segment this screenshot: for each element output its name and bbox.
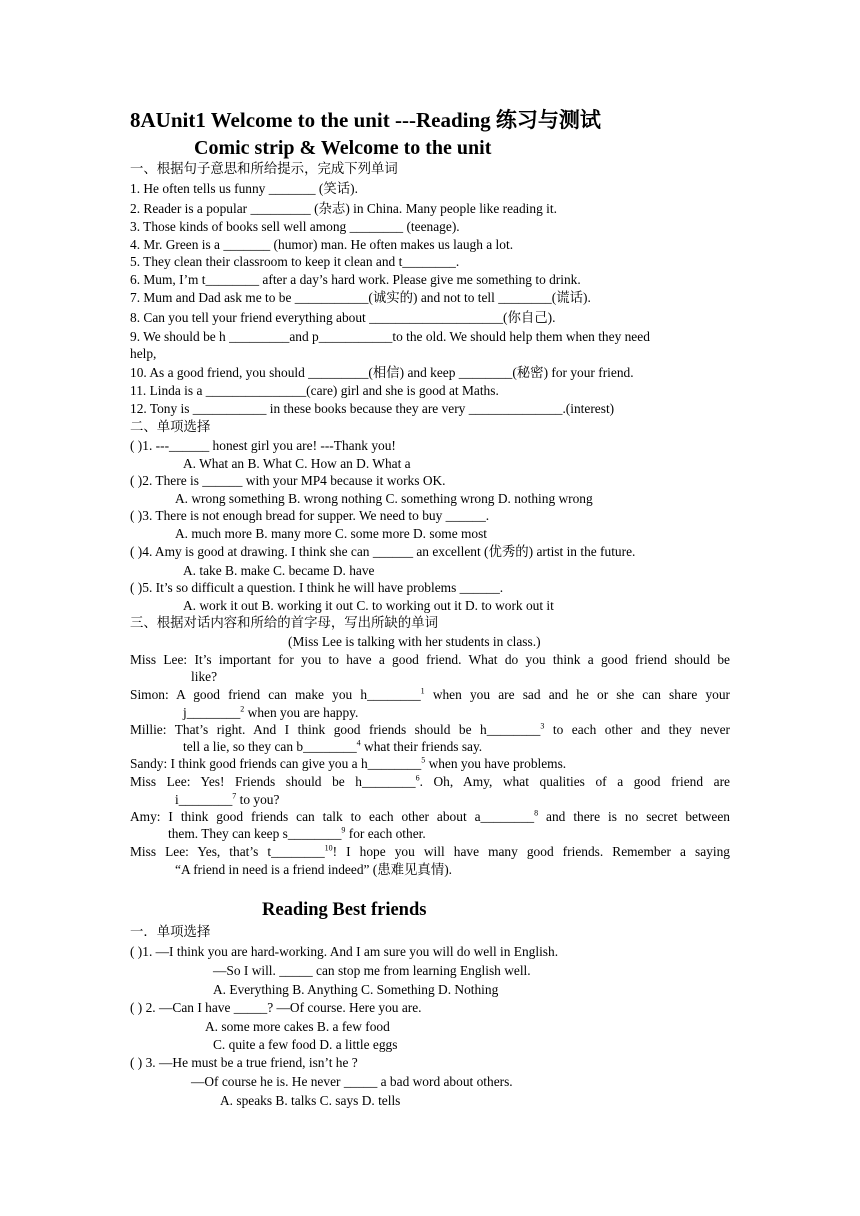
reading-line: —Of course he is. He never _____ a bad word about others. <box>191 1074 513 1089</box>
section2-heading: 二、单项选择 <box>130 419 211 434</box>
s2-options: A. What an B. What C. How an D. What a <box>183 456 411 471</box>
s2-question: ( )4. Amy is good at drawing. I think she can ______ an excellent (优秀的) artist in the future. <box>130 544 636 559</box>
s1-item: 9. We should be h _________and p___________to the old. We should help them when they need <box>130 329 650 344</box>
s2-question: ( )3. There is not enough bread for supper. We need to buy ______. <box>130 508 490 523</box>
reading-question: ( )1. —I think you are hard-working. And I am sure you will do well in English. <box>130 944 559 959</box>
reading-question: ( ) 2. —Can I have _____? —Of course. Here you are. <box>130 1000 422 1015</box>
s1-item: 10. As a good friend, you should _________(相信) and keep ________(秘密) for your friend. <box>130 365 634 380</box>
dialogue-line: j________$^2$ when you are happy. <box>183 704 359 720</box>
dialogue-line: Miss Lee: Yes! Friends should be h________$^6$. Oh, Amy, what qualities of a good friend are <box>130 773 730 789</box>
s2-question: ( )2. There is ______ with your MP4 because it works OK. <box>130 473 446 488</box>
dialogue-intro: (Miss Lee is talking with her students in class.) <box>288 634 541 649</box>
reading-question: ( ) 3. —He must be a true friend, isn’t he ? <box>130 1055 358 1070</box>
dialogue-line: like? <box>191 669 218 684</box>
reading-heading: 一．单项选择 <box>130 924 211 939</box>
dialogue-line: tell a lie, so they can b________$^4$ what their friends say. <box>183 738 483 754</box>
s1-item: help, <box>130 346 157 361</box>
dialogue-line: Simon: A good friend can make you h________$^1$ when you are sad and he or she can share your <box>130 686 730 702</box>
s1-item: 5. They clean their classroom to keep it clean and t________. <box>130 254 460 269</box>
s2-question: ( )5. It’s so difficult a question. I think he will have problems ______. <box>130 580 504 595</box>
s2-options: A. take B. make C. became D. have <box>183 563 375 578</box>
dialogue-line: Miss Lee: It’s important for you to have a good friend. What do you think a good friend should be <box>130 652 730 667</box>
s2-options: A. wrong something B. wrong nothing C. something wrong D. nothing wrong <box>175 491 593 506</box>
s1-item: 12. Tony is ___________ in these books because they are very ______________.(interest) <box>130 401 615 416</box>
dialogue-line: Millie: That’s right. And I think good friends should be h________$^3$ to each other and they never <box>130 721 730 737</box>
section-subtitle: Comic strip & Welcome to the unit <box>194 137 492 159</box>
s1-item: 8. Can you tell your friend everything about ____________________(你自己). <box>130 310 556 325</box>
s1-item: 3. Those kinds of books sell well among ________ (teenage). <box>130 219 460 234</box>
reading-options: A. some more cakes B. a few food <box>205 1019 390 1034</box>
s2-options: A. work it out B. working it out C. to working out it D. to work out it <box>183 598 554 613</box>
dialogue-line: Miss Lee: Yes, that’s t________$^{10}$! I hope you will have many good friends. Remember a saying <box>130 843 731 859</box>
s1-item: 6. Mum, I’m t________ after a day’s hard work. Please give me something to drink. <box>130 272 581 287</box>
section1-heading: 一、根据句子意思和所给提示，完成下列单词 <box>130 161 398 176</box>
dialogue-line: “A friend in need is a friend indeed” (患难见真情). <box>175 862 453 877</box>
worksheet-title: 8AUnit1 Welcome to the unit ---Reading 练习与测试 <box>130 108 601 132</box>
s1-item: 4. Mr. Green is a _______ (humor) man. He often makes us laugh a lot. <box>130 237 514 252</box>
section3-heading: 三、根据对话内容和所给的首字母，写出所缺的单词 <box>130 615 438 630</box>
reading-options: A. Everything B. Anything C. Something D. Nothing <box>213 982 499 997</box>
reading-options: C. quite a few food D. a little eggs <box>213 1037 398 1052</box>
s1-item: 7. Mum and Dad ask me to be ___________(诚实的) and not to tell ________(谎话). <box>130 290 591 305</box>
s2-question: ( )1. ---______ honest girl you are! ---Thank you! <box>130 438 396 453</box>
dialogue-line: Amy: I think good friends can talk to each other about a________$^8$ and there is no secret between <box>130 808 730 824</box>
dialogue-line: Sandy: I think good friends can give you a h________$^5$ when you have problems. <box>130 755 567 771</box>
dialogue-line: them. They can keep s________$^9$ for each other. <box>168 825 426 841</box>
dialogue-line: i________$^7$ to you? <box>175 791 280 807</box>
reading-line: —So I will. _____ can stop me from learning English well. <box>213 963 531 978</box>
s1-item: 1. He often tells us funny _______ (笑话). <box>130 181 358 196</box>
s1-item: 2. Reader is a popular _________ (杂志) in China. Many people like reading it. <box>130 201 557 216</box>
s2-options: A. much more B. many more C. some more D. some most <box>175 526 488 541</box>
s1-item: 11. Linda is a _______________(care) girl and she is good at Maths. <box>130 383 499 398</box>
reading-options: A. speaks B. talks C. says D. tells <box>220 1093 401 1108</box>
reading-title: Reading Best friends <box>262 900 427 920</box>
